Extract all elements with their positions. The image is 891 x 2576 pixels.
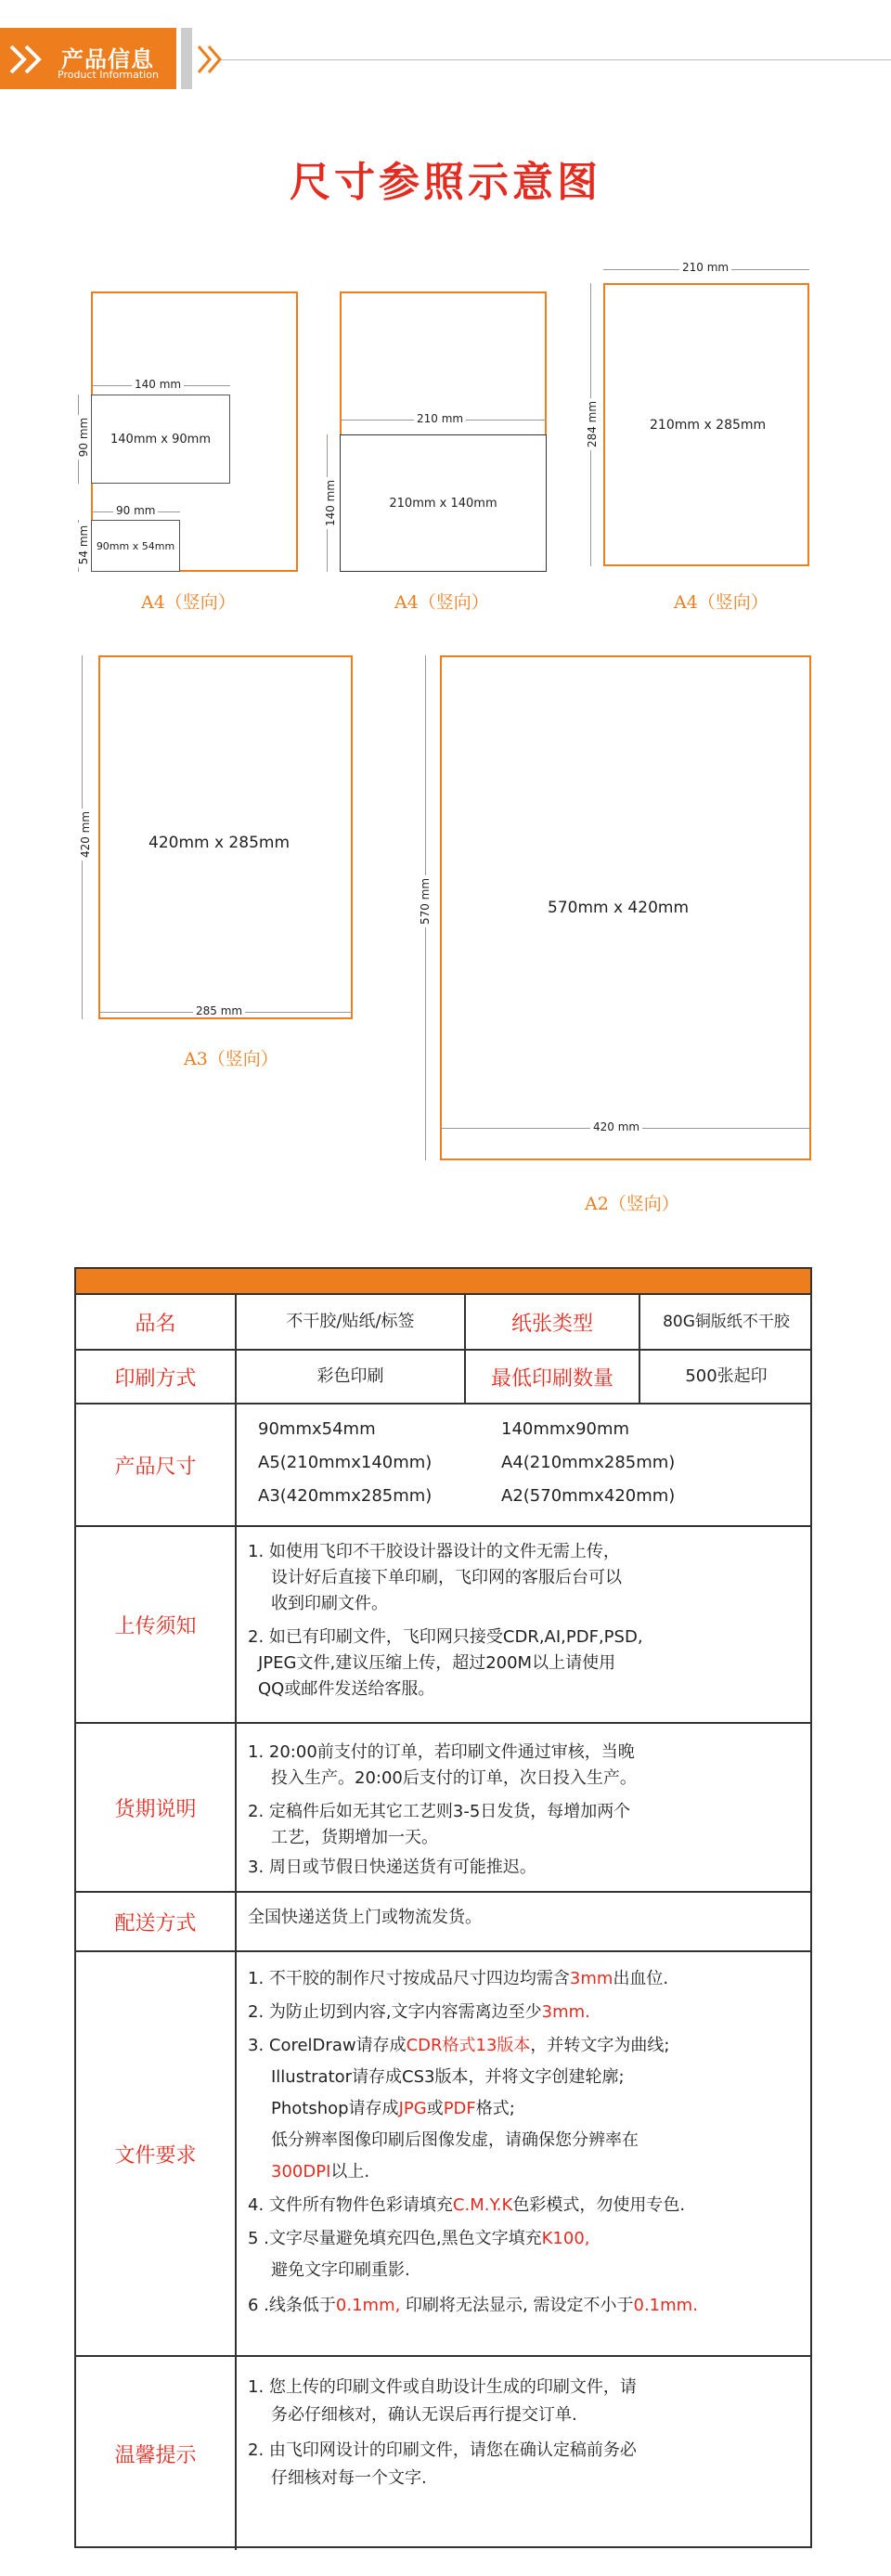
value-print-method: 彩色印刷 (316, 1366, 384, 1386)
table-row-tips (76, 2355, 810, 2550)
dim-height: 420 mm (79, 809, 92, 861)
tip-line: 仔细核对每一个文字. (271, 2468, 427, 2488)
upload-line: 收到印刷文件。 (271, 1594, 388, 1613)
label-min-quantity: 最低印刷数量 (466, 1351, 640, 1403)
label-product-name: 品名 (76, 1295, 237, 1349)
table-header-bar (76, 1269, 810, 1293)
product-info-table (74, 1267, 812, 2548)
table-row-sizes (76, 1403, 810, 1525)
dim-height-2: 54 mm (77, 523, 90, 567)
size-box-140x90: 140mm x 90mm (91, 395, 230, 484)
caption-a2: A2（竖向） (585, 1194, 679, 1214)
file-req-line: 2. 为防止切到内容,文字内容需离边至少3mm. (248, 2002, 590, 2022)
size-item: A5(210mmx140mm) (258, 1453, 433, 1472)
file-req-line: 300DPI以上. (271, 2162, 370, 2181)
dim-width: 285 mm (193, 1004, 245, 1017)
double-chevron-icon (7, 43, 48, 76)
header-title: 产品信息 (61, 46, 154, 72)
caption-a4-2: A4（竖向） (394, 592, 489, 613)
table-row-print-method (76, 1349, 810, 1403)
tip-line: 1. 您上传的印刷文件或自助设计生成的印刷文件，请 (248, 2377, 637, 2397)
file-req-line: 6 .线条低于0.1mm, 印刷将无法显示, 需设定不小于0.1mm. (248, 2296, 698, 2315)
page-title: 尺寸参照示意图 (290, 159, 601, 206)
file-req-line: 1. 不干胶的制作尺寸按成品尺寸四边均需含3mm出血位. (248, 1969, 669, 1988)
table-row-shipping (76, 1891, 810, 1950)
file-req-line: 3. CorelDraw请存成CDR格式13版本，并转文字为曲线; (248, 2036, 670, 2055)
size-item: 140mmx90mm (501, 1419, 630, 1439)
file-req-line: Illustrator请存成CS3版本，并将文字创建轮廓; (271, 2067, 625, 2087)
file-req-line: 避免文字印刷重影. (271, 2260, 410, 2280)
label-print-method: 印刷方式 (76, 1351, 237, 1403)
file-req-line: 4. 文件所有物件色彩请填充C.M.Y.K色彩模式，勿使用专色. (248, 2195, 686, 2215)
size-label-210x285: 210mm x 285mm (650, 418, 767, 433)
dim-width: 210 mm (414, 412, 466, 425)
delivery-line: 1. 20:00前支付的订单，若印刷文件通过审核，当晚 (248, 1742, 635, 1762)
header-subtitle: Product Information (58, 69, 159, 81)
label-upload-notes: 上传须知 (76, 1527, 237, 1722)
header-tab (0, 28, 176, 89)
label-tips: 温馨提示 (76, 2357, 237, 2550)
file-req-line: Photshop请存成JPG或PDF格式; (271, 2099, 515, 2118)
dim-height-1: 90 mm (77, 415, 90, 460)
tip-line: 2. 由飞印网设计的印刷文件，请您在确认定稿前务必 (248, 2440, 637, 2460)
upload-line: JPEG文件,建议压缩上传，超过200M以上请使用 (258, 1653, 616, 1673)
value-min-quantity: 500张起印 (685, 1366, 768, 1386)
size-box-210x140: 210mm x 140mm (340, 434, 547, 572)
size-item: 90mmx54mm (258, 1419, 376, 1439)
header-divider-bar (181, 28, 192, 89)
header-rule (221, 59, 891, 60)
upload-line: 1. 如使用飞印不干胶设计器设计的文件无需上传， (248, 1542, 620, 1561)
table-row-delivery-time (76, 1722, 810, 1891)
dim-width-2: 90 mm (113, 504, 158, 517)
value-product-name: 不干胶/贴纸/标签 (286, 1312, 415, 1331)
dim-width-1: 140 mm (132, 378, 184, 391)
section-header (0, 0, 891, 93)
dim-width: 420 mm (590, 1120, 642, 1133)
caption-a4-3: A4（竖向） (674, 592, 768, 613)
delivery-line: 投入生产。20:00后支付的订单，次日投入生产。 (271, 1768, 637, 1788)
dim-height: 284 mm (586, 398, 599, 450)
table-row-product-name (76, 1293, 810, 1349)
upload-line: QQ或邮件发送给客服。 (258, 1679, 435, 1699)
label-delivery-time: 货期说明 (76, 1724, 237, 1891)
upload-line: 2. 如已有印刷文件，飞印网只接受CDR,AI,PDF,PSD, (248, 1627, 643, 1647)
size-item: A2(570mmx420mm) (501, 1486, 676, 1506)
file-req-line: 低分辨率图像印刷后图像发虚，请确保您分辨率在 (271, 2130, 639, 2150)
label-sizes: 产品尺寸 (76, 1405, 237, 1525)
label-paper-type: 纸张类型 (466, 1295, 640, 1349)
value-paper-type: 80G铜版纸不干胶 (663, 1313, 790, 1331)
delivery-line: 2. 定稿件后如无其它工艺则3-5日发货，每增加两个 (248, 1802, 631, 1821)
size-label-570x420: 570mm x 420mm (548, 899, 690, 917)
size-item: A3(420mmx285mm) (258, 1486, 433, 1506)
dim-width: 210 mm (679, 261, 731, 274)
caption-a3: A3（竖向） (184, 1049, 278, 1069)
table-row-file-requirements (76, 1950, 810, 2355)
dim-height: 570 mm (419, 875, 432, 927)
delivery-line: 3. 周日或节假日快递送货有可能推迟。 (248, 1858, 536, 1877)
size-box-90x54: 90mm x 54mm (91, 520, 180, 572)
table-row-upload-notes (76, 1525, 810, 1722)
tip-line: 务必仔细核对，确认无误后再行提交订单. (271, 2405, 577, 2425)
dim-height: 140 mm (324, 477, 337, 529)
caption-a4-1: A4（竖向） (141, 592, 236, 613)
size-item: A4(210mmx285mm) (501, 1453, 676, 1472)
shipping-text: 全国快递送货上门或物流发货。 (248, 1908, 482, 1927)
file-req-line: 5 .文字尽量避免填充四色,黑色文字填充K100, (248, 2229, 590, 2248)
label-file-requirements: 文件要求 (76, 1952, 237, 2355)
upload-line: 设计好后直接下单印刷，飞印网的客服后台可以 (271, 1568, 622, 1587)
delivery-line: 工艺，货期增加一天。 (271, 1828, 438, 1847)
size-label-420x285: 420mm x 285mm (148, 834, 291, 852)
label-shipping: 配送方式 (76, 1893, 237, 1950)
